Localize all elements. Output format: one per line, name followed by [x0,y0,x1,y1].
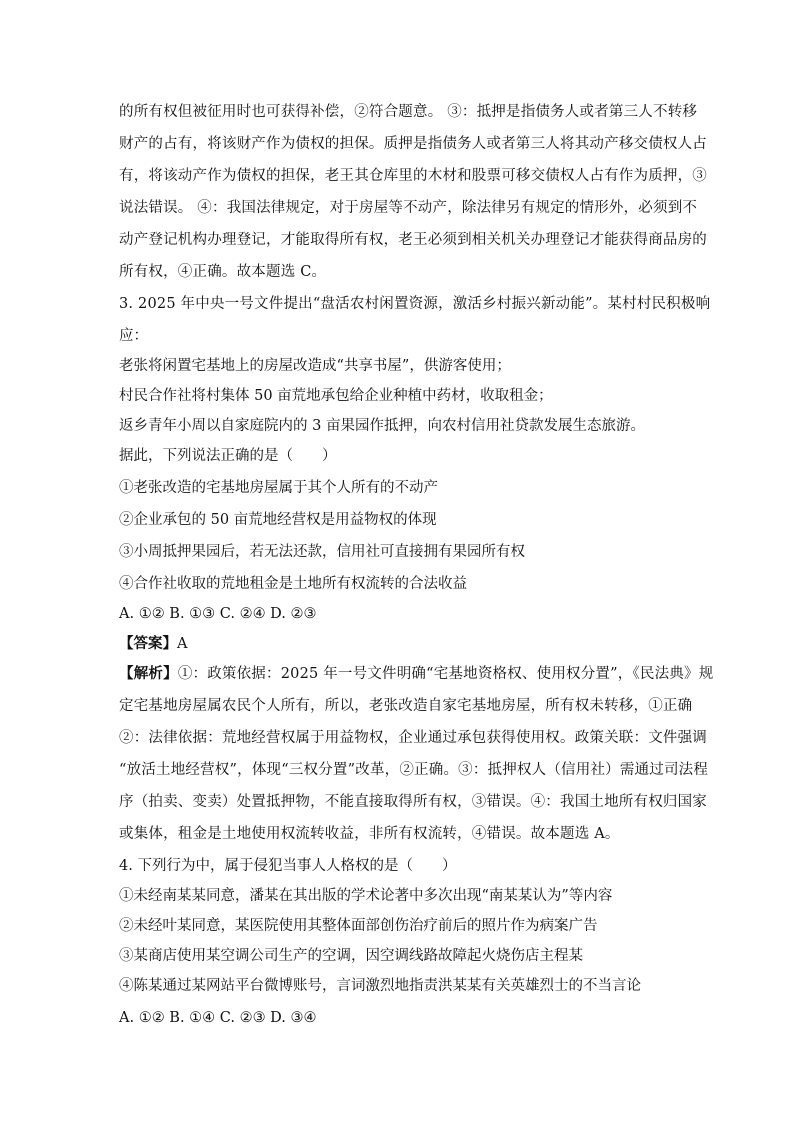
analysis-text: 或集体，租金是土地使用权流转收益，非所有权流转，④错误。故本题选 A。 [119,826,620,842]
question-4-choices: A. ①② B. ①④ C. ②③ D. ③④ [119,1010,317,1026]
question-3-stem: 3. 2025 年中央一号文件提出“盘活农村闲置资源，激活乡村振兴新动能”。某村村民积极响 [119,296,711,312]
analysis-text: 定宅基地房屋属农民个人所有，所以，老张改造自家宅基地房屋，所有权未转移，①正确 [119,698,693,714]
question-4-stem: 4. 下列行为中，属于侵犯当事人人格权的是（ ） [119,858,457,874]
answer-label: 【答案】 [119,635,177,652]
analysis-text: ②：法律依据：荒地经营权属于用益物权，企业通过承包获得使用权。政策关联：文件强调 [119,730,707,746]
question-3-option: ③小周抵押果园后，若无法还款，信用社可直接拥有果园所有权 [119,544,525,560]
text-line: 说法错误。 ④：我国法律规定，对于房屋等不动产，除法律另有规定的情形外，必须到不 [119,200,698,216]
question-4-option: ④陈某通过某网站平台微博账号，言词激烈地指责洪某某有关英雄烈士的不当言论 [119,978,641,994]
analysis-label: 【解析】 [119,665,178,682]
question-3-analysis [119,664,713,684]
question-3-context: 返乡青年小周以自家庭院内的 3 亩果园作抵押，向农村信用社贷款发展生态旅游。 [119,418,645,434]
question-4-option: ①未经南某某同意，潘某在其出版的学术论著中多次出现“南某某认为”等内容 [119,888,613,904]
question-3-context: 老张将闲置宅基地上的房屋改造成“共享书屋”，供游客使用； [119,358,511,374]
analysis-text: 序（拍卖、变卖）处置抵押物，不能直接取得所有权，③错误。④：我国土地所有权归国家 [119,794,707,810]
text-line: 动产登记机构办理登记，才能取得所有权，老王必须到相关机关办理登记才能获得商品房的 [119,232,707,248]
question-3-stem: 应： [119,328,148,344]
analysis-text: “放活土地经营权”，体现“三权分置”改革，②正确。③：抵押权人（信用社）需通过司法程 [119,762,709,778]
text-line: 的所有权但被征用时也可获得补偿，②符合题意。 ③：抵押是指债务人或者第三人不转移 [119,104,698,120]
question-4-option: ②未经叶某同意，某医院使用其整体面部创伤治疗前后的照片作为病案广告 [119,918,598,934]
analysis-text: ①：政策依据：2025 年一号文件明确“宅基地资格权、使用权分置”，《民法典》规 [177,666,714,682]
question-4-option: ③某商店使用某空调公司生产的空调，因空调线路故障起火烧伤店主程某 [119,948,583,964]
text-line: 有，将该动产作为债权的担保，老王其仓库里的木材和股票可移交债权人占有作为质押，③ [119,168,707,184]
text-line: 财产的占有，将该财产作为债权的担保。质押是指债务人或者第三人将其动产移交债权人占 [119,136,707,152]
question-3-option: ①老张改造的宅基地房屋属于其个人所有的不动产 [119,480,438,496]
text-line: 所有权，④正确。故本题选 C。 [119,264,327,280]
question-3-prompt: 据此，下列说法正确的是（ ） [119,448,337,464]
question-3-option: ④合作社收取的荒地租金是土地所有权流转的合法收益 [119,576,467,592]
question-3-choices: A. ①② B. ①③ C. ②④ D. ②③ [119,606,317,622]
answer-value: A [177,636,188,652]
question-3-answer [119,634,187,654]
question-3-context: 村民合作社将村集体 50 亩荒地承包给企业种植中药材，收取租金； [119,388,553,404]
question-3-option: ②企业承包的 50 亩荒地经营权是用益物权的体现 [119,512,437,528]
